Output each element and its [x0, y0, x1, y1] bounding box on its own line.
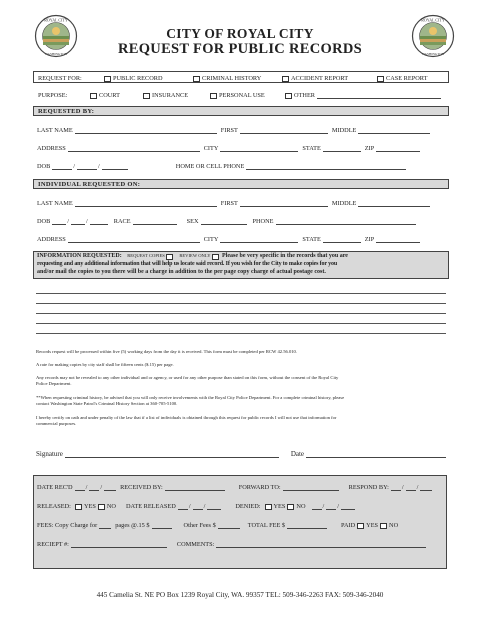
ind-city-field[interactable]: [220, 237, 298, 243]
svg-text:WASHINGTON: WASHINGTON: [421, 52, 445, 56]
form-title: REQUEST FOR PUBLIC RECORDS: [117, 41, 362, 57]
date-released-year-field[interactable]: [207, 504, 221, 510]
receipt-label: RECIEPT #:: [37, 541, 69, 548]
accident-report-label: ACCIDENT REPORT: [291, 75, 349, 82]
ind-last-name-field[interactable]: [75, 201, 217, 207]
info-line-3[interactable]: [36, 313, 446, 314]
insurance-label: INSURANCE: [152, 92, 189, 99]
last-name-label: LAST NAME: [37, 127, 73, 134]
signature-date-field[interactable]: [306, 451, 446, 458]
ind-middle-name-label: MIDDLE: [331, 200, 357, 207]
information-instructions-2: requesting and any additional information that will help us locate said record. If you wish for the City to make copies for you: [37, 261, 338, 267]
office-row-fees: [37, 521, 400, 529]
signature-row: [36, 449, 450, 458]
dob-month-field[interactable]: [52, 164, 72, 170]
other-fees-label: Other Fees $: [183, 522, 216, 529]
date-recd-year-field[interactable]: [104, 485, 116, 491]
requester-name-row: [37, 126, 434, 134]
phone-field[interactable]: [276, 219, 416, 225]
criminal-history-label: CRIMINAL HISTORY: [202, 75, 262, 82]
phone-label: PHONE: [252, 218, 274, 225]
public-record-label: PUBLIC RECORD: [113, 75, 163, 82]
forward-to-label: FORWARD TO:: [238, 484, 281, 491]
individual-name-row: [37, 199, 434, 207]
footer-contact: 445 Camelia St. NE PO Box 1239 Royal City, WA. 99357 TEL: 509-346-2263 FAX: 509-346-2040: [96, 591, 384, 599]
dob-label: DOB: [37, 163, 51, 170]
address-field[interactable]: [68, 146, 200, 152]
zip-field[interactable]: [376, 146, 420, 152]
forward-to-field[interactable]: [283, 485, 339, 491]
ind-dob-month-field[interactable]: [52, 219, 66, 225]
comments-field[interactable]: [216, 542, 426, 548]
state-label: STATE: [302, 145, 321, 152]
dob-day-field[interactable]: [77, 164, 97, 170]
date-released-day-field[interactable]: [193, 504, 203, 510]
denied-day-field[interactable]: [326, 504, 336, 510]
svg-text:WASHINGTON: WASHINGTON: [44, 52, 68, 56]
released-no-checkbox[interactable]: [98, 504, 105, 510]
ind-state-field[interactable]: [323, 237, 361, 243]
respond-by-year-field[interactable]: [420, 485, 432, 491]
ind-dob-day-field[interactable]: [71, 219, 85, 225]
office-row-released: RELEASED: YES NO DATE RELEASED / / DENIED: YES NO / /: [37, 502, 359, 510]
total-fee-label: TOTAL FEE $: [247, 522, 286, 529]
date-label: Date: [290, 450, 305, 458]
denied-yes-label: YES: [273, 503, 286, 510]
date-recd-month-field[interactable]: [75, 485, 85, 491]
personal-use-label: PERSONAL USE: [219, 92, 265, 99]
city-label: CITY: [203, 145, 219, 152]
first-name-label: FIRST: [220, 127, 238, 134]
denied-no-checkbox[interactable]: [287, 504, 294, 510]
ind-zip-label: ZIP: [364, 236, 375, 243]
ind-city-label: CITY: [203, 236, 219, 243]
notice-criminal-1: **When requesting criminal history, be advised that you will only receive involvements with the Royal City Police Department. For a complete criminal history, please: [36, 395, 345, 400]
signature-field[interactable]: [65, 451, 279, 458]
requester-dob-row: DOB / / HOME OR CELL PHONE: [37, 162, 410, 170]
notice-consent-2: Police Department.: [36, 381, 72, 386]
individual-dob-row: DOB / / RACE SEX PHONE: [37, 217, 420, 225]
released-yes-label: YES: [83, 503, 96, 510]
info-line-5[interactable]: [36, 333, 446, 334]
denied-month-field[interactable]: [312, 504, 322, 510]
other-fees-field[interactable]: [218, 523, 240, 529]
information-instructions-1: Please be very specific in the records that you are: [222, 253, 348, 259]
paid-no-checkbox[interactable]: [380, 523, 387, 529]
review-only-label: REVIEW ONLY: [179, 253, 211, 258]
received-by-field[interactable]: [165, 485, 225, 491]
comments-label: COMMENTS:: [176, 541, 215, 548]
date-released-month-field[interactable]: [178, 504, 188, 510]
last-name-field[interactable]: [75, 128, 217, 134]
ind-last-name-label: LAST NAME: [37, 200, 73, 207]
notice-criminal-history: [36, 395, 446, 407]
notice-criminal-2: contact Washington State Patrol's Criminal History Section at 360-705-5100.: [36, 401, 178, 406]
paid-yes-label: YES: [366, 522, 379, 529]
denied-year-field[interactable]: [341, 504, 355, 510]
released-yes-checkbox[interactable]: [75, 504, 82, 510]
public-record-checkbox[interactable]: [104, 76, 111, 82]
ind-dob-year-field[interactable]: [90, 219, 108, 225]
request-copies-label: REQUEST COPIES: [127, 253, 165, 258]
notice-copy-rate: A rate for making copies by city staff shall be fifteen cents ($.15) per page.: [36, 362, 174, 367]
notice-consent: [36, 375, 446, 387]
race-label: RACE: [113, 218, 131, 225]
respond-by-month-field[interactable]: [391, 485, 401, 491]
information-requested-text: [37, 252, 447, 276]
home-phone-label: HOME OR CELL PHONE: [175, 163, 245, 170]
request-for-label: REQUEST FOR:: [38, 75, 82, 82]
middle-name-field[interactable]: [358, 128, 430, 134]
other-checkbox[interactable]: [285, 93, 292, 99]
requester-address-row: [37, 144, 424, 152]
ind-dob-label: DOB: [37, 218, 51, 225]
date-released-label: DATE RELEASED: [125, 503, 176, 510]
denied-no-label: NO: [296, 503, 306, 510]
first-name-field[interactable]: [240, 128, 328, 134]
office-row-received: DATE REC'D / / RECEIVED BY: FORWARD TO: RESPOND BY: / /: [37, 483, 436, 491]
requested-by-bar: [33, 106, 449, 116]
city-field[interactable]: [220, 146, 298, 152]
date-recd-label: DATE REC'D: [37, 484, 73, 491]
paid-no-label: NO: [389, 522, 399, 529]
denied-label: DENIED:: [235, 503, 261, 510]
notice-certify-1: I hereby certify on oath and under penalty of the law that if a list of individuals is obtained through this request for public records I will not use that information for: [36, 415, 337, 420]
dob-year-field[interactable]: [102, 164, 128, 170]
court-checkbox[interactable]: [90, 93, 97, 99]
information-instructions-3: and/or mail the copies to you there will be a charge in addition to the per page copy charge of actual postage cost.: [37, 269, 326, 275]
ind-middle-name-field[interactable]: [358, 201, 430, 207]
criminal-history-checkbox[interactable]: [193, 76, 200, 82]
svg-text:ROYAL CITY: ROYAL CITY: [421, 17, 445, 23]
date-recd-day-field[interactable]: [89, 485, 99, 491]
svg-text:ROYAL CITY: ROYAL CITY: [44, 17, 68, 23]
notice-certify-2: commercial purposes.: [36, 421, 77, 426]
received-by-label: RECEIVED BY:: [120, 484, 163, 491]
zip-label: ZIP: [364, 145, 375, 152]
sex-label: SEX: [186, 218, 199, 225]
notice-certify: [36, 415, 446, 427]
address-label: ADDRESS: [37, 145, 66, 152]
purpose-label: PURPOSE:: [38, 92, 68, 99]
respond-by-day-field[interactable]: [406, 485, 416, 491]
total-fee-field[interactable]: [287, 523, 327, 529]
requested-by-header: REQUESTED BY:: [38, 108, 95, 115]
released-label: RELEASED:: [37, 503, 71, 510]
released-no-label: NO: [106, 503, 116, 510]
case-report-checkbox[interactable]: [377, 76, 384, 82]
city-title: CITY OF ROYAL CITY: [166, 26, 314, 41]
accident-report-checkbox[interactable]: [282, 76, 289, 82]
middle-name-label: MIDDLE: [331, 127, 357, 134]
ind-first-name-label: FIRST: [220, 200, 238, 207]
other-label: OTHER: [294, 92, 315, 99]
purpose-row: [38, 91, 445, 99]
signature-label: Signature: [36, 450, 63, 458]
request-for-row: [38, 74, 429, 82]
ind-state-label: STATE: [302, 236, 321, 243]
other-field[interactable]: [317, 93, 441, 99]
paid-yes-checkbox[interactable]: [357, 523, 364, 529]
info-line-1[interactable]: [36, 293, 446, 294]
home-phone-field[interactable]: [246, 164, 406, 170]
copy-charge-field[interactable]: [152, 523, 172, 529]
ind-zip-field[interactable]: [376, 237, 420, 243]
state-field[interactable]: [323, 146, 361, 152]
denied-yes-checkbox[interactable]: [265, 504, 272, 510]
fees-copy-label: FEES: Copy Charge for: [37, 522, 98, 529]
office-row-receipt: [37, 540, 430, 548]
pages-rate-label: pages @.15 $: [115, 522, 150, 529]
receipt-field[interactable]: [71, 542, 167, 548]
sex-field[interactable]: [201, 219, 247, 225]
personal-use-checkbox[interactable]: [210, 93, 217, 99]
info-line-4[interactable]: [36, 323, 446, 324]
individual-header: INDIVIDUAL REQUESTED ON:: [38, 181, 141, 188]
court-label: COURT: [99, 92, 120, 99]
notice-consent-1: Any records may not be revealed to any other individual and or agency, or used for any other purpose than stated on this form, without the consent of the Royal City: [36, 375, 339, 380]
insurance-checkbox[interactable]: [143, 93, 150, 99]
paid-label: PAID: [341, 522, 356, 529]
case-report-label: CASE REPORT: [386, 75, 428, 82]
ind-address-label: ADDRESS: [37, 236, 66, 243]
notice-processing: Records request will be processed within five (5) working days from the day it is received. This form must be completed per RCW 42.56.010.: [36, 349, 297, 354]
race-field[interactable]: [133, 219, 177, 225]
ind-first-name-field[interactable]: [240, 201, 328, 207]
information-label: INFORMATION REQUESTED:: [37, 253, 122, 259]
individual-address-row: [37, 235, 424, 243]
pages-count-field[interactable]: [99, 523, 111, 529]
respond-by-label: RESPOND BY:: [348, 484, 389, 491]
ind-address-field[interactable]: [68, 237, 200, 243]
info-line-2[interactable]: [36, 303, 446, 304]
